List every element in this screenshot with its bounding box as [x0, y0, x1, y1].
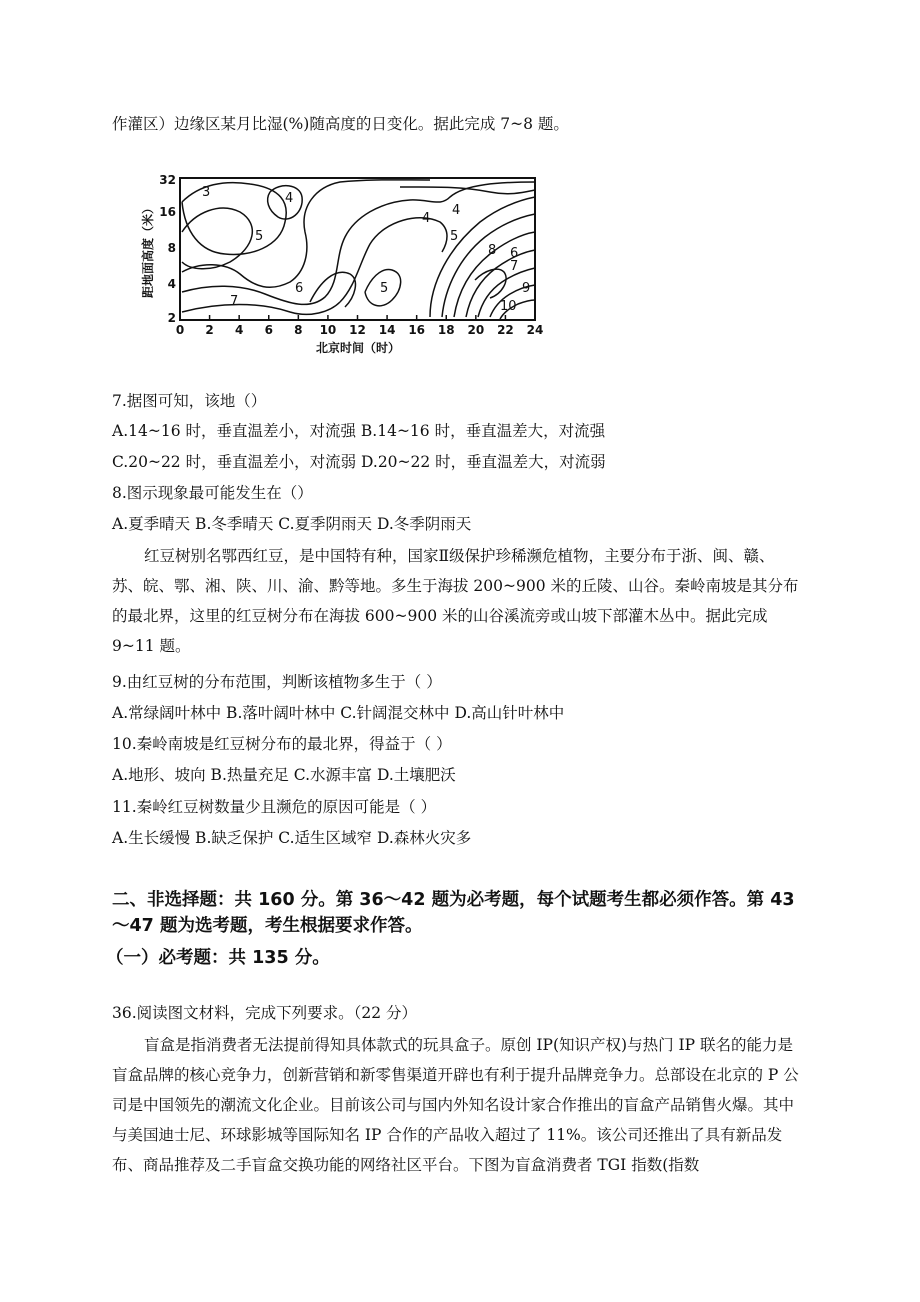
x-tick-label: 8 [294, 323, 303, 337]
y-tick-label: 2 [167, 311, 176, 325]
x-tick-label: 20 [467, 323, 485, 337]
q8-options: A.夏季晴天 B.冬季晴天 C.夏季阴雨天 D.冬季阴雨天 [112, 515, 472, 533]
q8-stem: 8.图示现象最可能发生在（） [112, 484, 313, 502]
contour-value-label: 6 [295, 281, 304, 296]
q9-stem: 9.由红豆树的分布范围，判断该植物多生于（ ） [112, 673, 442, 691]
contour-value-label: 9 [522, 281, 531, 296]
contour-value-label: 7 [510, 259, 519, 274]
x-tick-label: 2 [205, 323, 214, 337]
contour-value-label: 6 [510, 246, 519, 261]
contour-value-label: 4 [285, 191, 294, 206]
contour-value-label: 4 [422, 211, 431, 226]
x-tick-label: 4 [234, 323, 244, 337]
x-tick-label: 0 [175, 323, 185, 337]
x-tick-label: 6 [264, 323, 273, 337]
contour-value-label: 4 [452, 203, 461, 218]
q7-options-line1: A.14~16 时，垂直温差小，对流强 B.14~16 时，垂直温差大，对流强 [112, 422, 606, 440]
x-tick-label: 22 [497, 323, 514, 337]
x-tick-label: 14 [378, 323, 396, 337]
q36-passage: 盲盒是指消费者无法提前得知具体款式的玩具盒子。原创 IP(知识产权)与热门 IP 联名的能力是盲盒品牌的核心竞争力，创新营销和新零售渠道开辟也有利于提升品牌竞争力。总部设在北京的 P 公司是中国领先的潮流文化企业。目前该公司与国内外知名设计家合作推出的盲盒产品销售火爆。其中与美国迪士尼、环球影城等国际知名 IP 合作的产品收入超过了 11%。该公司还推出了具有新品发布、商品推荐及二手盲盒交换功能的网络社区平台。下图为盲盒消费者 TGI 指数(指数 [112, 1036, 799, 1174]
contour-value-label: 5 [380, 281, 389, 296]
x-axis-label: 北京时间（时） [315, 341, 401, 355]
contour-value-label: 5 [450, 229, 459, 244]
q7-options-line2: C.20~22 时，垂直温差小，对流弱 D.20~22 时，垂直温差大，对流弱 [112, 453, 606, 471]
x-tick-label: 12 [349, 323, 366, 337]
q10-stem: 10.秦岭南坡是红豆树分布的最北界，得益于（ ） [112, 735, 452, 753]
contour-value-label: 8 [488, 243, 497, 258]
passage-9-11: 红豆树别名鄂西红豆，是中国特有种，国家Ⅱ级保护珍稀濒危植物，主要分布于浙、闽、赣、苏、皖、鄂、湘、陕、川、渝、黔等地。多生于海拔 200~900 米的丘陵、山谷。秦岭南坡是其分布的最北界，这里的红豆树分布在海拔 600~900 米的山谷溪流旁或山坡下部灌木丛中。据此完成 9~11 题。 [112, 547, 799, 655]
q9-options: A.常绿阔叶林中 B.落叶阔叶林中 C.针阔混交林中 D.高山针叶林中 [112, 704, 565, 722]
y-tick-label: 8 [167, 241, 176, 255]
section2-heading: 二、非选择题：共 160 分。第 36～42 题为必考题，每个试题考生都必须作答。第 43～47 题为选考题，考生根据要求作答。 [112, 890, 795, 936]
contour-value-label: 3 [202, 185, 211, 200]
x-tick-label: 18 [437, 323, 455, 337]
y-axis-label [140, 202, 155, 298]
y-tick-label: 32 [159, 173, 176, 187]
intro-line: 作灌区）边缘区某月比湿(%)随高度的日变化。据此完成 7~8 题。 [112, 115, 569, 133]
y-tick-label: 4 [167, 277, 176, 291]
q7-stem: 7.据图可知，该地（） [112, 392, 267, 410]
section2-subheading: （一）必考题：共 135 分。 [106, 948, 330, 968]
x-tick-label: 16 [408, 323, 426, 337]
x-tick-label: 24 [526, 323, 544, 337]
y-tick-label: 16 [159, 205, 176, 219]
x-tick-label: 10 [319, 323, 337, 337]
contour-value-label: 7 [230, 294, 239, 309]
q11-stem: 11.秦岭红豆树数量少且濒危的原因可能是（ ） [112, 798, 437, 816]
q11-options: A.生长缓慢 B.缺乏保护 C.适生区域窄 D.森林火灾多 [112, 829, 472, 847]
humidity-contour-figure [130, 162, 560, 362]
q10-options: A.地形、坡向 B.热量充足 C.水源丰富 D.土壤肥沃 [112, 766, 456, 784]
contour-value-label: 10 [500, 299, 517, 314]
q36-stem: 36.阅读图文材料，完成下列要求。（22 分） [112, 1004, 418, 1022]
y-axis-label-text: 距地面高度（米） [141, 201, 155, 299]
contour-value-label: 5 [255, 229, 264, 244]
